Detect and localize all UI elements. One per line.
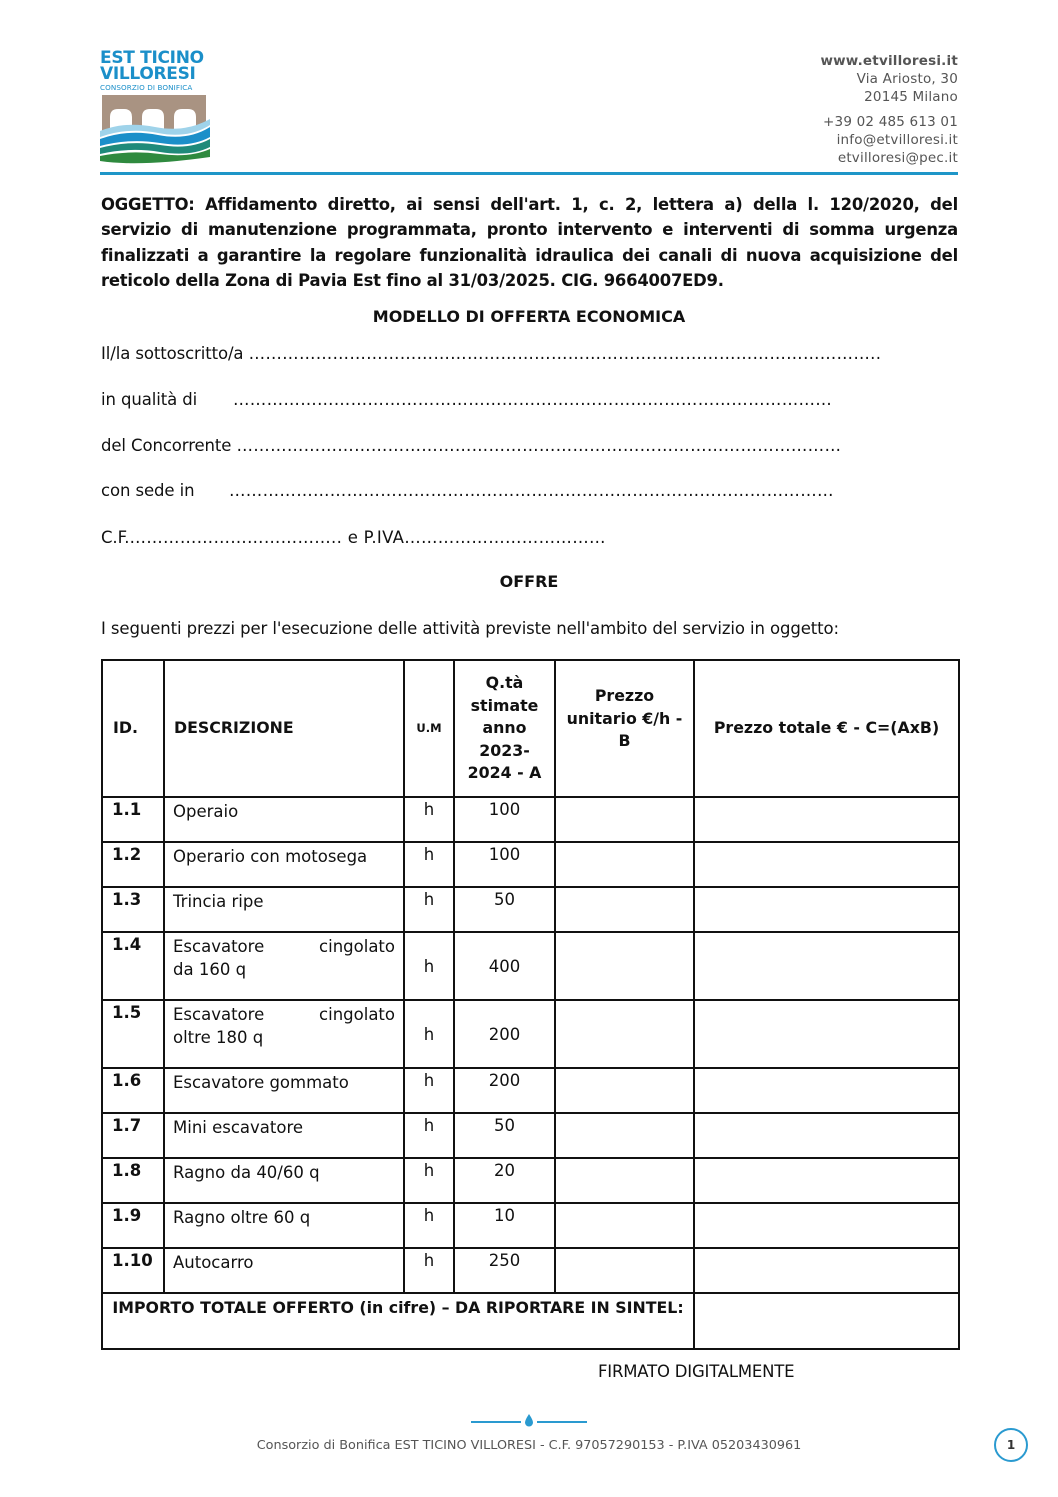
table-row [102, 1248, 959, 1293]
row-qty: 20 [454, 1158, 555, 1203]
row-um: h [404, 1248, 454, 1293]
table-row [102, 1113, 959, 1158]
row-qty: 100 [454, 797, 555, 842]
unit-price-input[interactable] [555, 1248, 694, 1293]
row-qty: 100 [454, 842, 555, 887]
field-label: Il/la sottoscritto/a [101, 344, 249, 363]
field-sottoscritto[interactable] [101, 344, 881, 363]
fill-in-dots: ……………………………………………………………………………………………… [236, 436, 842, 455]
row-description [164, 932, 404, 1000]
row-qty: 200 [454, 1000, 555, 1068]
desc-line2: da 160 q [173, 960, 247, 979]
total-price-input[interactable] [694, 1248, 959, 1293]
form-title: MODELLO DI OFFERTA ECONOMICA [372, 307, 686, 326]
row-id: 1.2 [102, 842, 164, 887]
row-um: h [404, 1068, 454, 1113]
row-description: Ragno oltre 60 q [164, 1203, 404, 1248]
col-header-qty: Q.tà stimate anno 2023-2024 - A [454, 660, 555, 797]
row-um: h [404, 1203, 454, 1248]
address-street: Via Ariosto, 30 [856, 71, 958, 87]
total-amount-input[interactable] [694, 1293, 959, 1349]
website-link[interactable]: www.etvilloresi.it [820, 53, 958, 69]
row-id: 1.9 [102, 1203, 164, 1248]
contact-info [820, 52, 958, 167]
desc-word1: Escavatore [173, 937, 265, 956]
row-id: 1.1 [102, 797, 164, 842]
unit-price-input[interactable] [555, 842, 694, 887]
desc-word1: Escavatore [173, 1005, 265, 1024]
row-description: Operario con motosega [164, 842, 404, 887]
table-row [102, 1000, 959, 1068]
row-um: h [404, 797, 454, 842]
table-row [102, 1158, 959, 1203]
total-price-input[interactable] [694, 932, 959, 1000]
row-qty: 200 [454, 1068, 555, 1113]
intro-text: I seguenti prezzi per l'esecuzione delle attività previste nell'ambito del servizio in oggetto: [101, 619, 840, 638]
row-um: h [404, 1000, 454, 1068]
page-number-badge: 1 [994, 1428, 1028, 1462]
logo-line2: VILLORESI [100, 64, 196, 84]
pec-email-link[interactable]: etvilloresi@pec.it [837, 150, 958, 166]
total-price-input[interactable] [694, 887, 959, 932]
subject-paragraph: OGGETTO: Affidamento diretto, ai sensi dell'art. 1, c. 2, lettera a) della l. 120/2020, del servizio di manutenzione programmata, pronto intervento e interventi di somma urgenza finalizzati a garantire la regolare funzionalità idraulica dei canali di nuova acquisizione del reticolo della Zona di Pavia Est fino al 31/03/2025. CIG. 9664007ED9. [101, 195, 958, 290]
fill-in-dots: ………………………………………………………………………………………………….. [248, 344, 882, 363]
table-row [102, 842, 959, 887]
row-description: Operaio [164, 797, 404, 842]
row-qty: 50 [454, 1113, 555, 1158]
row-um: h [404, 1113, 454, 1158]
header-divider [100, 172, 958, 175]
total-row [102, 1293, 959, 1349]
desc-word2: cingolato [319, 1005, 395, 1024]
total-price-input[interactable] [694, 1203, 959, 1248]
row-id: 1.3 [102, 887, 164, 932]
row-description: Trincia ripe [164, 887, 404, 932]
col-header-description: DESCRIZIONE [164, 660, 404, 797]
unit-price-input[interactable] [555, 1203, 694, 1248]
row-um: h [404, 887, 454, 932]
row-description: Mini escavatore [164, 1113, 404, 1158]
row-description [164, 1000, 404, 1068]
row-qty: 10 [454, 1203, 555, 1248]
offre-title: OFFRE [499, 572, 559, 591]
row-um: h [404, 932, 454, 1000]
row-qty: 250 [454, 1248, 555, 1293]
row-id: 1.6 [102, 1068, 164, 1113]
field-label: C.F. [101, 528, 130, 547]
unit-price-input[interactable] [555, 1000, 694, 1068]
row-description: Autocarro [164, 1248, 404, 1293]
field-label: del Concorrente [101, 436, 237, 455]
address-city: 20145 Milano [864, 89, 958, 105]
total-price-input[interactable] [694, 1068, 959, 1113]
col-header-um: U.M [404, 660, 454, 797]
unit-price-input[interactable] [555, 1158, 694, 1203]
total-price-input[interactable] [694, 842, 959, 887]
row-id: 1.10 [102, 1248, 164, 1293]
total-price-input[interactable] [694, 1000, 959, 1068]
unit-price-input[interactable] [555, 1068, 694, 1113]
desc-line1-wrap [173, 1003, 395, 1026]
col-header-total-price: Prezzo totale € - C=(AxB) [694, 660, 959, 797]
unit-price-input[interactable] [555, 932, 694, 1000]
unit-price-input[interactable] [555, 887, 694, 932]
logo-subtitle: CONSORZIO DI BONIFICA [100, 83, 193, 92]
fill-in-dots: ……………………………….. e P.IVA……………………………… [129, 528, 606, 547]
row-id: 1.8 [102, 1158, 164, 1203]
total-label: IMPORTO TOTALE OFFERTO (in cifre) – DA RIPORTARE IN SINTEL: [102, 1293, 694, 1349]
total-price-input[interactable] [694, 1113, 959, 1158]
desc-line1-wrap [173, 935, 395, 958]
unit-price-input[interactable] [555, 797, 694, 842]
field-sede[interactable] [101, 481, 834, 500]
field-label: in qualità di [101, 390, 198, 409]
field-label: con sede in [101, 481, 195, 500]
row-id: 1.5 [102, 1000, 164, 1068]
row-qty: 400 [454, 932, 555, 1000]
row-id: 1.7 [102, 1113, 164, 1158]
desc-word2: cingolato [319, 937, 395, 956]
row-description: Ragno da 40/60 q [164, 1158, 404, 1203]
bridge-water-icon [100, 95, 210, 165]
col-header-id: ID. [102, 660, 164, 797]
field-cf-piva[interactable] [101, 528, 606, 547]
row-qty: 50 [454, 887, 555, 932]
footer-legal-text: Consorzio di Bonifica EST TICINO VILLORESI - C.F. 97057290153 - P.IVA 05203430961 [256, 1438, 802, 1453]
phone-number: +39 02 485 613 01 [823, 114, 958, 130]
fill-in-dots: ……………………………………………………..……………………………………… [233, 390, 833, 409]
digital-signature-note: FIRMATO DIGITALMENTE [598, 1362, 795, 1381]
fill-in-dots: ……………………………………………………………………………………………… [229, 481, 834, 500]
field-concorrente[interactable] [101, 436, 841, 455]
field-in-qualita-di[interactable] [101, 390, 832, 409]
total-price-input[interactable] [694, 797, 959, 842]
row-um: h [404, 1158, 454, 1203]
table-row [102, 797, 959, 842]
table-row [102, 1068, 959, 1113]
water-drop-icon [471, 1412, 587, 1428]
row-um: h [404, 842, 454, 887]
col-header-unit-price: Prezzo unitario €/h - B [555, 660, 694, 797]
consorzio-logo [100, 50, 210, 168]
offer-table [101, 659, 960, 1350]
logo-line1: EST TICINO [100, 48, 204, 68]
table-row [102, 1203, 959, 1248]
total-price-input[interactable] [694, 1158, 959, 1203]
desc-line2: oltre 180 q [173, 1028, 264, 1047]
row-description: Escavatore gommato [164, 1068, 404, 1113]
row-id: 1.4 [102, 932, 164, 1000]
table-row [102, 887, 959, 932]
table-header-row [102, 660, 959, 797]
unit-price-input[interactable] [555, 1113, 694, 1158]
table-row [102, 932, 959, 1000]
email-link[interactable]: info@etvilloresi.it [836, 132, 958, 148]
